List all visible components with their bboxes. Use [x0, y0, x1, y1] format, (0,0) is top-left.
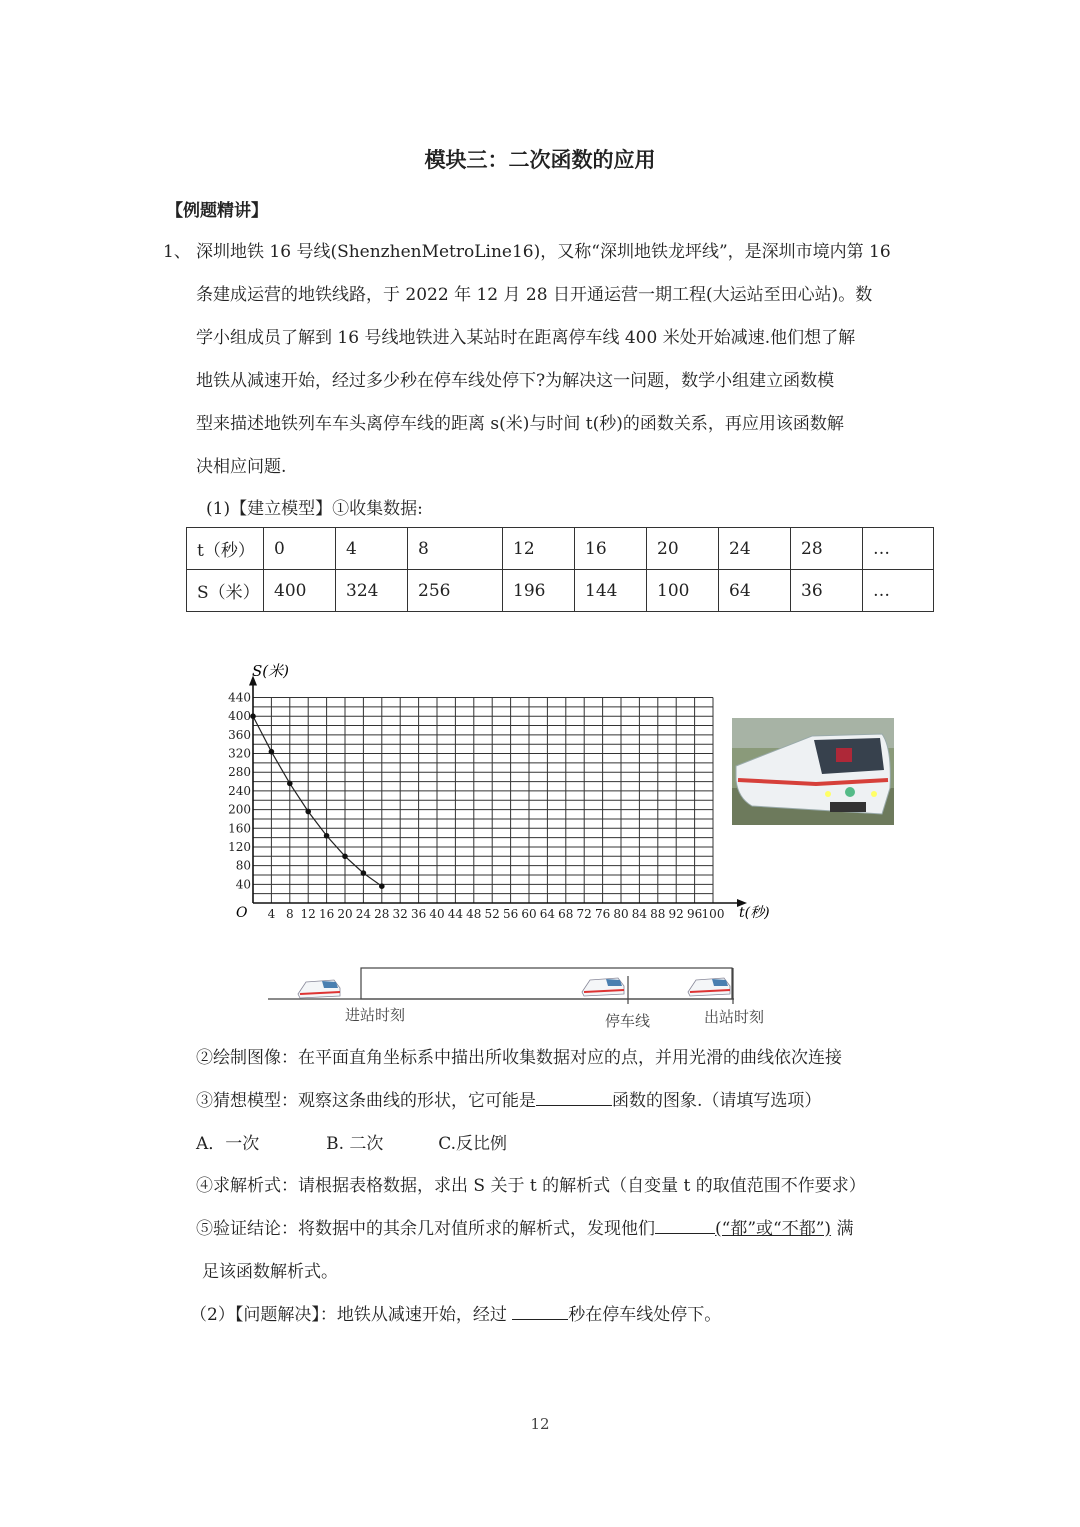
- y-tick-label: 400: [228, 709, 251, 724]
- page-title: 模块三：二次函数的应用: [424, 148, 656, 172]
- data-point: [342, 854, 348, 860]
- train-icon-enter: [298, 980, 340, 998]
- y-tick-label: 40: [235, 877, 251, 892]
- data-point: [269, 749, 275, 755]
- y-tick-label: 80: [235, 858, 251, 873]
- y-tick-label: 160: [228, 821, 251, 836]
- x-tick-label: 16: [318, 907, 335, 921]
- table-cell: 400: [264, 570, 336, 612]
- y-tick-label: 280: [228, 765, 251, 780]
- label-stopline: 停车线: [605, 1012, 651, 1030]
- step-5-text: ⑤验证结论：将数据中的其余几对值所求的解析式，发现他们: [196, 1219, 655, 1239]
- table-cell: 36: [791, 570, 863, 612]
- table-cell: 100: [647, 570, 719, 612]
- x-tick-label: 88: [650, 907, 666, 921]
- answer-blank-5[interactable]: [655, 1219, 715, 1234]
- data-point: [305, 809, 311, 815]
- x-tick-label: 8: [285, 907, 294, 921]
- table-cell: 8: [408, 528, 503, 570]
- step-3: [196, 1086, 821, 1111]
- x-tick-label: 80: [613, 907, 629, 921]
- x-tick-label: 12: [300, 907, 316, 921]
- problem-line-5: 型来描述地铁列车车头离停车线的距离 s(米)与时间 t(秒)的函数关系，再应用该函数解: [196, 414, 844, 434]
- page-number: 12: [530, 1415, 550, 1433]
- data-point: [324, 833, 330, 839]
- table-cell: …: [863, 570, 934, 612]
- table-cell: 324: [336, 570, 408, 612]
- option-c: C.反比例: [438, 1134, 508, 1154]
- answer-blank-q2[interactable]: [512, 1305, 568, 1320]
- table-cell: 256: [408, 570, 503, 612]
- step-5: [196, 1214, 853, 1239]
- x-tick-label: 76: [594, 907, 611, 921]
- table-cell: 16: [575, 528, 647, 570]
- step-3-text-end: 函数的图象.（请填写选项）: [612, 1091, 822, 1111]
- question-2: [190, 1300, 721, 1325]
- station-diagram: [0, 960, 1080, 1040]
- step-5-text-end: 满: [836, 1219, 854, 1239]
- x-tick-label: 72: [576, 907, 592, 921]
- x-tick-label: 4: [267, 907, 276, 921]
- option-b: B. 二次: [326, 1134, 384, 1154]
- x-tick-label: 100: [701, 907, 725, 921]
- problem-line-1: 深圳地铁 16 号线(ShenzhenMetroLine16)，又称“深圳地铁龙坪线”，是深圳市境内第 16: [196, 242, 891, 262]
- y-tick-label: 240: [228, 783, 251, 798]
- x-tick-label: 60: [521, 907, 537, 921]
- step-5-hint: (“都”或“不都”): [715, 1219, 832, 1239]
- train-icon-stop: [582, 978, 624, 996]
- label-enter: 进站时刻: [345, 1006, 406, 1024]
- problem-line-4: 地铁从减速开始，经过多少秒在停车线处停下?为解决这一问题，数学小组建立函数模: [196, 371, 835, 391]
- train-icon-exit: [688, 978, 730, 996]
- x-tick-label: 52: [484, 907, 500, 921]
- problem-line-6: 决相应问题.: [196, 457, 287, 477]
- x-tick-label: 84: [631, 907, 648, 921]
- label-exit: 出站时刻: [704, 1008, 765, 1026]
- section-heading: 【例题精讲】: [166, 201, 268, 221]
- question-2-text-end: 秒在停车线处停下。: [568, 1305, 722, 1325]
- options-row: [196, 1129, 507, 1154]
- x-tick-label: 44: [447, 907, 464, 921]
- table-cell: 4: [336, 528, 408, 570]
- x-tick-label: 64: [539, 907, 556, 921]
- x-tick-label: 24: [355, 907, 372, 921]
- y-tick-label: 320: [228, 746, 251, 761]
- step-5-line-2: 足该函数解析式。: [202, 1262, 338, 1282]
- option-a: A．一次: [196, 1134, 260, 1154]
- table-cell: 196: [503, 570, 575, 612]
- x-tick-label: 40: [429, 907, 445, 921]
- train-photo: [732, 718, 894, 825]
- step-4: ④求解析式：请根据表格数据，求出 S 关于 t 的解析式（自变量 t 的取值范围不作要求）: [196, 1176, 866, 1196]
- y-tick-label: 440: [228, 690, 251, 705]
- x-tick-label: 68: [558, 907, 574, 921]
- platform-box: [361, 968, 732, 999]
- x-tick-label: 48: [466, 907, 482, 921]
- y-axis-label: S(米): [252, 662, 289, 680]
- x-tick-label: 56: [502, 907, 519, 921]
- step-3-text: ③猜想模型：观察这条曲线的形状，它可能是: [196, 1091, 536, 1111]
- problem-line-2: 条建成运营的地铁线路，于 2022 年 12 月 28 日开通运营一期工程(大运站至田心站)。数: [196, 285, 873, 305]
- x-tick-label: 96: [686, 907, 703, 921]
- question-number: 1、: [163, 242, 191, 262]
- chart-grid: [253, 698, 713, 903]
- table-header-t: t（秒）: [187, 528, 264, 570]
- table-cell: 64: [719, 570, 791, 612]
- x-tick-label: 92: [668, 907, 684, 921]
- x-axis-label: t(秒): [739, 905, 770, 921]
- x-tick-label: 36: [410, 907, 427, 921]
- data-point: [250, 713, 256, 719]
- y-tick-label: 200: [228, 802, 251, 817]
- table-cell: 0: [264, 528, 336, 570]
- answer-blank-3[interactable]: [536, 1091, 612, 1106]
- chart-curve: [253, 716, 382, 886]
- table-cell: 20: [647, 528, 719, 570]
- table-cell: 12: [503, 528, 575, 570]
- question-2-text: （2）【问题解决】：地铁从减速开始，经过: [190, 1305, 507, 1325]
- data-point: [361, 870, 367, 876]
- step1-label: (1)【建立模型】①收集数据:: [206, 499, 423, 519]
- x-tick-label: 32: [392, 907, 408, 921]
- data-point: [379, 883, 385, 889]
- table-cell: 144: [575, 570, 647, 612]
- table-cell: 24: [719, 528, 791, 570]
- data-point: [287, 781, 293, 787]
- y-tick-label: 120: [228, 839, 251, 854]
- x-tick-label: 28: [374, 907, 390, 921]
- origin-label: O: [236, 905, 248, 921]
- chart-points: [250, 713, 384, 889]
- x-tick-label: 20: [337, 907, 353, 921]
- table-cell: …: [863, 528, 934, 570]
- table-header-s: S（米）: [187, 570, 264, 612]
- problem-line-3: 学小组成员了解到 16 号线地铁进入某站时在距离停车线 400 米处开始减速.他们想了解: [196, 328, 856, 348]
- table-cell: 28: [791, 528, 863, 570]
- step-2: ②绘制图像：在平面直角坐标系中描出所收集数据对应的点，并用光滑的曲线依次连接: [196, 1048, 842, 1068]
- data-curve: [253, 716, 382, 886]
- y-tick-label: 360: [228, 727, 251, 742]
